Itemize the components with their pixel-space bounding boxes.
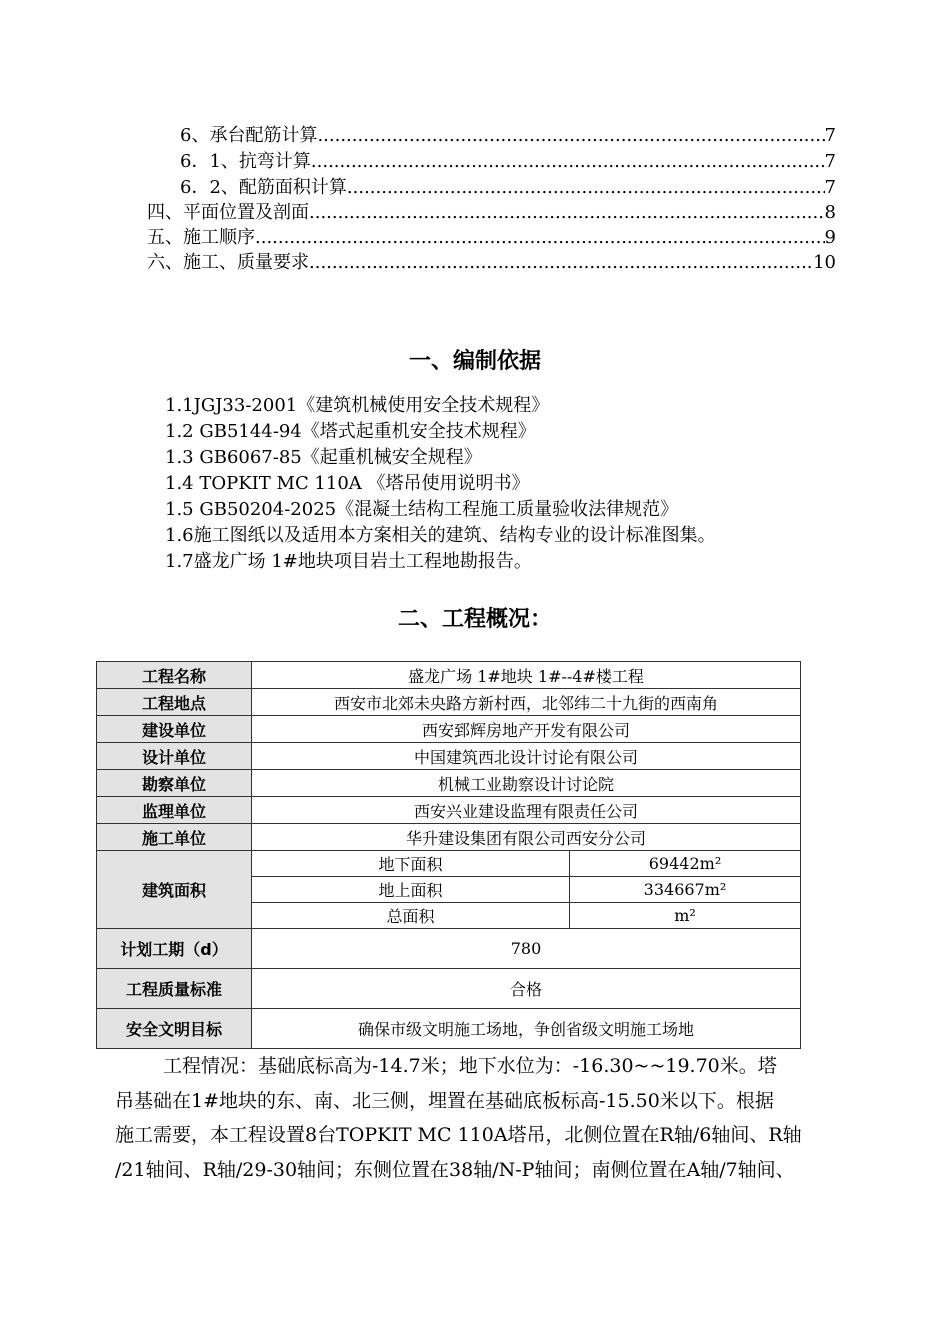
designer-value: 中国建筑西北设计讨论有限公司: [252, 743, 801, 770]
toc-entry[interactable]: [147, 250, 836, 276]
paragraph-line: 施工需要，本工程设置8台TOPKIT MC 110A塔吊，北侧位置在R轴/6轴间、R轴: [115, 1124, 802, 1146]
safety-label: 安全文明目标: [97, 1009, 252, 1049]
duration-label: 计划工期（d）: [97, 929, 252, 969]
toc-entry-label: 五、施工顺序: [147, 227, 255, 248]
area-value: 334667m²: [570, 877, 801, 903]
table-row: [97, 716, 801, 743]
toc-leader: [309, 250, 813, 276]
location-value: 西安市北郊未央路方新村西，北邻纬二十九街的西南角: [252, 689, 801, 716]
paragraph-line: 吊基础在1#地块的东、南、北三侧，埋置在基础底板标高-15.50米以下。根据: [115, 1089, 774, 1112]
toc-entry[interactable]: [180, 175, 836, 201]
supervisor-value: 西安兴业建设监理有限责任公司: [252, 797, 801, 824]
toc-entry[interactable]: [180, 123, 836, 149]
toc-entry-label: 六、施工、质量要求: [147, 252, 309, 273]
reference-item: 1.4 TOPKIT MC 110A 《塔吊使用说明书》: [165, 473, 530, 494]
table-row: [97, 743, 801, 770]
reference-item: 1.3 GB6067-85《起重机械安全规程》: [165, 447, 482, 468]
table-row: [97, 689, 801, 716]
project-name-value: 盛龙广场 1#地块 1#--4#楼工程: [252, 662, 801, 689]
reference-item: 1.2 GB5144-94《塔式起重机安全技术规程》: [165, 421, 536, 442]
project-name-label: 工程名称: [97, 662, 252, 689]
toc-leader: [311, 149, 825, 175]
survey-value: 机械工业勘察设计讨论院: [252, 770, 801, 797]
toc-entry[interactable]: [147, 225, 836, 251]
area-name: 总面积: [252, 903, 570, 929]
table-row: [97, 770, 801, 797]
table-row: [97, 662, 801, 689]
reference-item: 1.1JGJ33-2001《建筑机械使用安全技术规程》: [165, 395, 550, 416]
reference-item: 1.7盛龙广场 1#地块项目岩土工程地勘报告。: [165, 551, 532, 572]
area-name: 地下面积: [252, 851, 570, 877]
table-row: [97, 824, 801, 851]
table-row: [97, 969, 801, 1009]
toc-page-number: 7: [824, 151, 836, 172]
area-value: m²: [570, 903, 801, 929]
toc-entry-label: 6、承台配筋计算: [180, 125, 318, 146]
location-label: 工程地点: [97, 689, 252, 716]
contractor-value: 华升建设集团有限公司西安分公司: [252, 824, 801, 851]
toc-page-number: 9: [824, 227, 836, 248]
project-description-paragraph: [115, 1049, 875, 1187]
paragraph-line: 工程情况：基础底标高为-14.7米；地下水位为：-16.30~~19.70米。塔: [163, 1055, 777, 1077]
builder-label: 建设单位: [97, 716, 252, 743]
duration-value: 780: [252, 929, 801, 969]
table-row: [97, 797, 801, 824]
reference-list: [165, 393, 716, 575]
toc-page-number: 7: [824, 177, 836, 198]
survey-label: 勘察单位: [97, 770, 252, 797]
builder-value: 西安郅辉房地产开发有限公司: [252, 716, 801, 743]
area-name: 地上面积: [252, 877, 570, 903]
table-row: [97, 851, 801, 877]
contractor-label: 施工单位: [97, 824, 252, 851]
toc-entry-label: 6．2、配筋面积计算: [180, 177, 347, 198]
toc-entry-label: 四、平面位置及剖面: [147, 202, 309, 223]
table-row: [97, 1009, 801, 1049]
toc-leader: [317, 123, 824, 149]
toc-entry[interactable]: [180, 149, 836, 175]
reference-item: 1.6施工图纸以及适用本方案相关的建筑、结构专业的设计标准图集。: [165, 525, 716, 546]
supervisor-label: 监理单位: [97, 797, 252, 824]
toc-leader: [347, 175, 825, 201]
table-row: [97, 929, 801, 969]
paragraph-line: /21轴间、R轴/29-30轴间；东侧位置在38轴/N-P轴间；南侧位置在A轴/7轴间、: [115, 1158, 795, 1181]
area-value: 69442m²: [570, 851, 801, 877]
section-heading-basis: 一、编制依据: [408, 349, 541, 374]
quality-label: 工程质量标准: [97, 969, 252, 1009]
quality-value: 合格: [252, 969, 801, 1009]
project-info-table: [96, 661, 801, 1049]
area-label: 建筑面积: [97, 851, 252, 929]
designer-label: 设计单位: [97, 743, 252, 770]
toc-leader: [255, 225, 825, 251]
toc-leader: [309, 200, 825, 226]
toc-page-number: 8: [824, 202, 836, 223]
toc-page-number: 10: [813, 252, 836, 273]
reference-item: 1.5 GB50204-2025《混凝土结构工程施工质量验收法律规范》: [165, 499, 679, 520]
section-heading-overview: 二、工程概况：: [397, 607, 552, 632]
safety-value: 确保市级文明施工场地，争创省级文明施工场地: [252, 1009, 801, 1049]
toc-entry-label: 6．1、抗弯计算: [180, 151, 311, 172]
toc-page-number: 7: [824, 125, 836, 146]
toc-entry[interactable]: [147, 200, 836, 226]
